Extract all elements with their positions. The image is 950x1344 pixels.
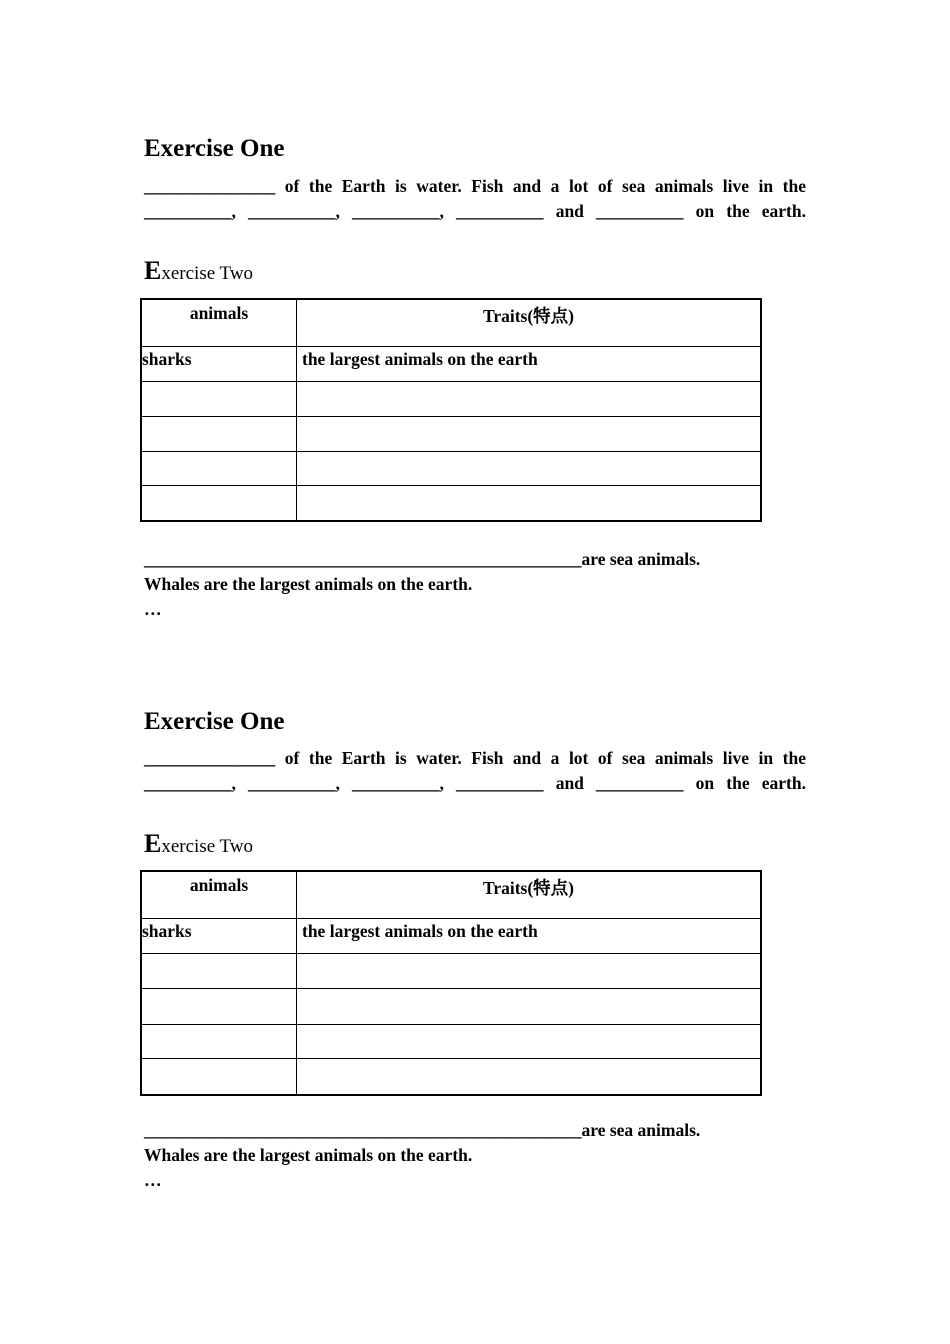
header-traits: Traits(特点) [297, 871, 762, 919]
table-row [141, 1025, 761, 1059]
exercise-one-title: Exercise One [144, 708, 285, 735]
table-row [141, 919, 761, 954]
exercise-one-line-1: _______________ of the Earth is water. Fish and a lot of sea animals live in the [144, 748, 806, 768]
exercise-two-title-rest: xercise Two [161, 836, 254, 857]
table-cell-trait[interactable] [297, 382, 762, 417]
exercise-two-title-rest: xercise Two [161, 263, 254, 284]
exercise-two-title-cap: E [144, 829, 162, 858]
table-row [141, 1059, 761, 1095]
ellipsis-line: … [144, 599, 162, 619]
table-cell-animal[interactable] [141, 954, 297, 989]
exercise-two-title-cap: E [144, 256, 162, 285]
table-header-row [141, 299, 761, 347]
table-row [141, 989, 761, 1025]
table-cell-animal[interactable] [141, 417, 297, 452]
whales-line: Whales are the largest animals on the earth. [144, 574, 473, 594]
sea-animals-line: __________________________________________________are sea animals. [144, 549, 701, 569]
header-animals: animals [141, 871, 297, 919]
table-row [141, 347, 761, 382]
traits-table [140, 298, 762, 522]
table-cell-trait[interactable] [297, 486, 762, 521]
table-cell-trait[interactable] [297, 989, 762, 1025]
exercise-one-line-2: __________, __________, __________, __________ and __________ on the earth. [144, 201, 806, 221]
table-row [141, 382, 761, 417]
table-cell-trait[interactable] [297, 1059, 762, 1095]
table-cell-trait[interactable] [297, 1025, 762, 1059]
table-cell-trait[interactable] [297, 452, 762, 486]
table-cell-trait: the largest animals on the earth [297, 919, 762, 954]
sea-animals-line: __________________________________________________are sea animals. [144, 1120, 701, 1140]
table-cell-animal[interactable] [141, 1059, 297, 1095]
table-cell-animal[interactable] [141, 989, 297, 1025]
table-cell-trait[interactable] [297, 417, 762, 452]
traits-table [140, 870, 762, 1096]
header-traits: Traits(特点) [297, 299, 762, 347]
ellipsis-line: … [144, 1170, 162, 1190]
table-row [141, 417, 761, 452]
exercise-two-title [144, 829, 806, 859]
table-header-row [141, 871, 761, 919]
exercise-one-line-2: __________, __________, __________, __________ and __________ on the earth. [144, 773, 806, 793]
table-cell-animal: sharks [141, 919, 297, 954]
table-row [141, 452, 761, 486]
exercise-two-title [144, 256, 806, 286]
table-cell-animal[interactable] [141, 1025, 297, 1059]
exercise-one-paragraph [144, 746, 806, 796]
table-cell-trait[interactable] [297, 954, 762, 989]
table-row [141, 486, 761, 521]
table-cell-animal[interactable] [141, 486, 297, 521]
whales-line: Whales are the largest animals on the earth. [144, 1145, 473, 1165]
exercise-one-paragraph [144, 174, 806, 224]
exercise-one-title: Exercise One [144, 135, 285, 162]
table-cell-animal: sharks [141, 347, 297, 382]
sea-animals-text [144, 547, 806, 622]
table-row [141, 954, 761, 989]
sea-animals-text [144, 1118, 806, 1193]
table-cell-animal[interactable] [141, 452, 297, 486]
table-cell-trait: the largest animals on the earth [297, 347, 762, 382]
exercise-one-line-1: _______________ of the Earth is water. Fish and a lot of sea animals live in the [144, 176, 806, 196]
table-cell-animal[interactable] [141, 382, 297, 417]
header-animals: animals [141, 299, 297, 347]
